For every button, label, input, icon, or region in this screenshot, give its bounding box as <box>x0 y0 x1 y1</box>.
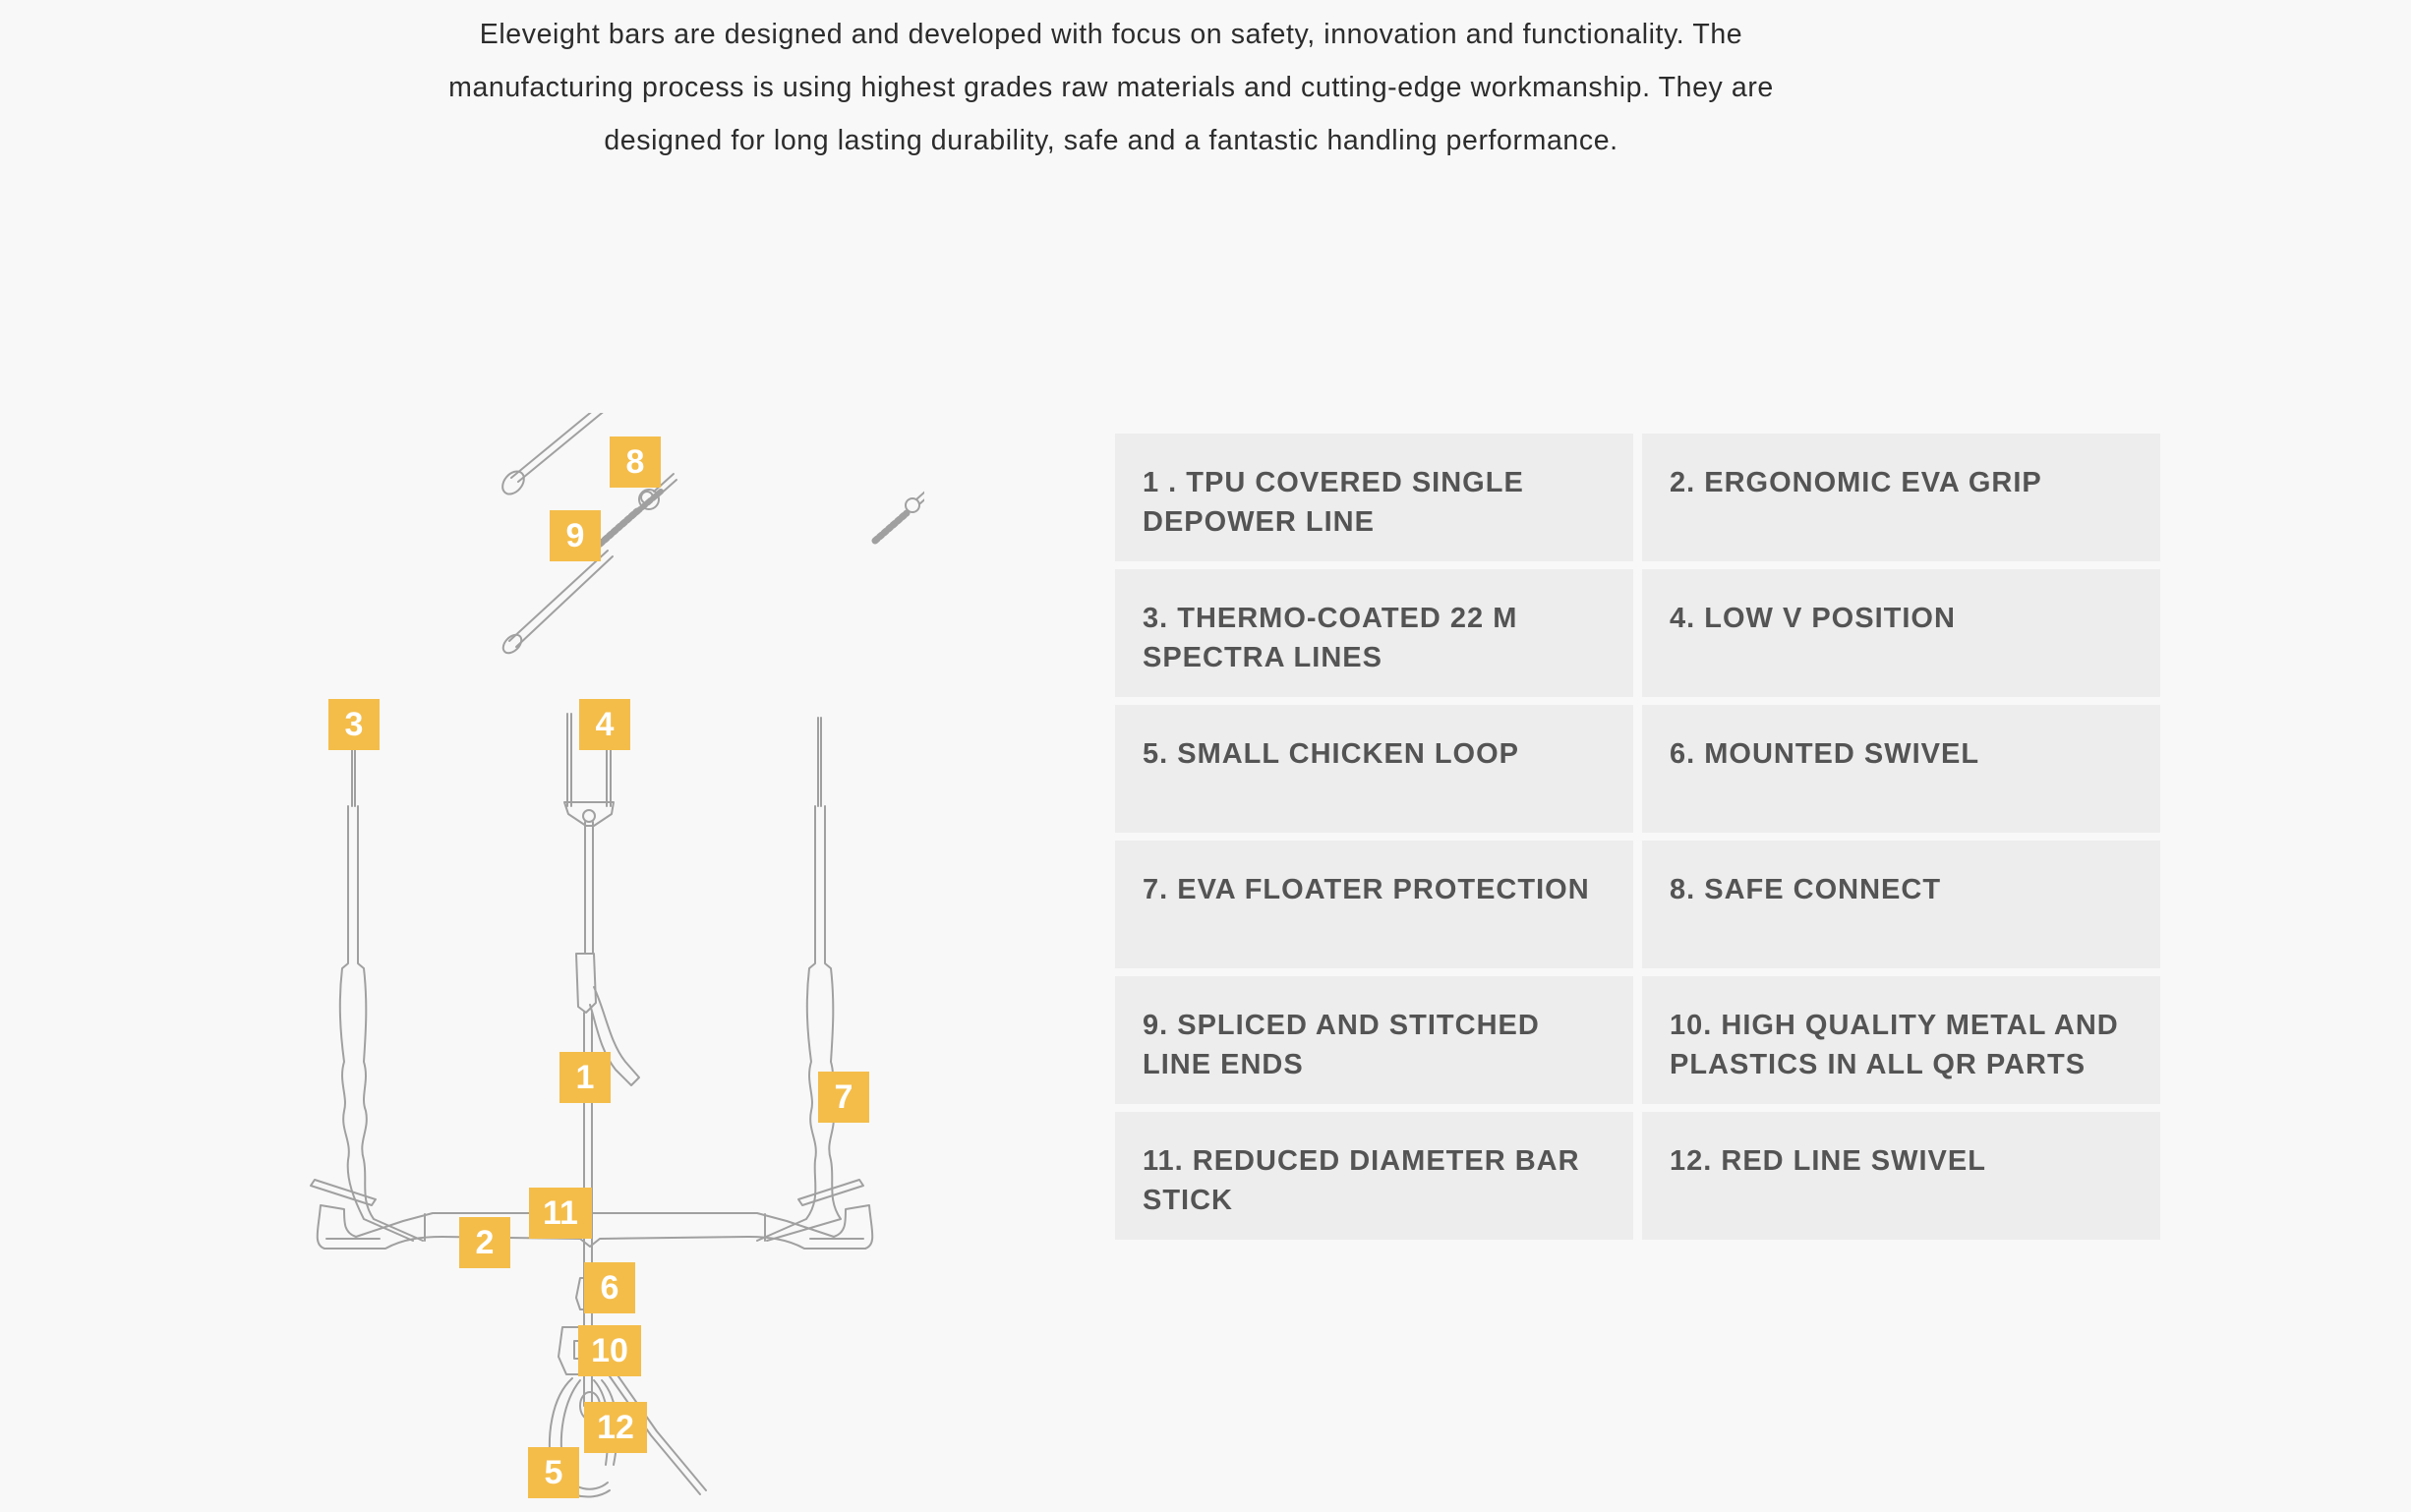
intro-line-3: designed for long lasting durability, safe and a fantastic handling performance. <box>604 125 1618 156</box>
features-grid <box>1115 434 2160 1240</box>
badge-12: 12 <box>584 1402 647 1453</box>
feature-1: 1 . TPU COVERED SINGLE DEPOWER LINE <box>1115 434 1633 561</box>
feature-2: 2. ERGONOMIC EVA GRIP <box>1642 434 2160 561</box>
badge-2: 2 <box>459 1217 510 1268</box>
feature-3: 3. THERMO-COATED 22 M SPECTRA LINES <box>1115 569 1633 697</box>
feature-9: 9. SPLICED AND STITCHED LINE ENDS <box>1115 976 1633 1104</box>
intro-line-2: manufacturing process is using highest grades raw materials and cutting-edge workmanship. They are <box>448 72 1774 103</box>
feature-4: 4. LOW V POSITION <box>1642 569 2160 697</box>
badge-7: 7 <box>818 1072 869 1123</box>
feature-7: 7. EVA FLOATER PROTECTION <box>1115 841 1633 968</box>
badge-3: 3 <box>328 699 380 750</box>
feature-5: 5. SMALL CHICKEN LOOP <box>1115 705 1633 833</box>
badge-9: 9 <box>550 510 601 561</box>
badge-4: 4 <box>579 699 630 750</box>
feature-11: 11. REDUCED DIAMETER BAR STICK <box>1115 1112 1633 1240</box>
badge-8: 8 <box>610 436 661 488</box>
feature-8: 8. SAFE CONNECT <box>1642 841 2160 968</box>
intro-line-1: Eleveight bars are designed and developed with focus on safety, innovation and functionality. The <box>479 19 1743 50</box>
bar-diagram <box>295 413 924 1512</box>
badge-11: 11 <box>529 1188 592 1239</box>
intro-text <box>393 8 1829 167</box>
feature-6: 6. MOUNTED SWIVEL <box>1642 705 2160 833</box>
leader-line-with-knot <box>500 474 676 657</box>
feature-10: 10. HIGH QUALITY METAL AND PLASTICS IN ALL QR PARTS <box>1642 976 2160 1104</box>
badge-6: 6 <box>584 1262 635 1313</box>
leader-line-knot-right <box>875 482 924 541</box>
left-line-and-floater <box>311 718 423 1241</box>
right-line-and-floater <box>757 718 863 1241</box>
badge-10: 10 <box>578 1325 641 1376</box>
badge-1: 1 <box>559 1052 611 1103</box>
badge-5: 5 <box>528 1447 579 1498</box>
feature-12: 12. RED LINE SWIVEL <box>1642 1112 2160 1240</box>
